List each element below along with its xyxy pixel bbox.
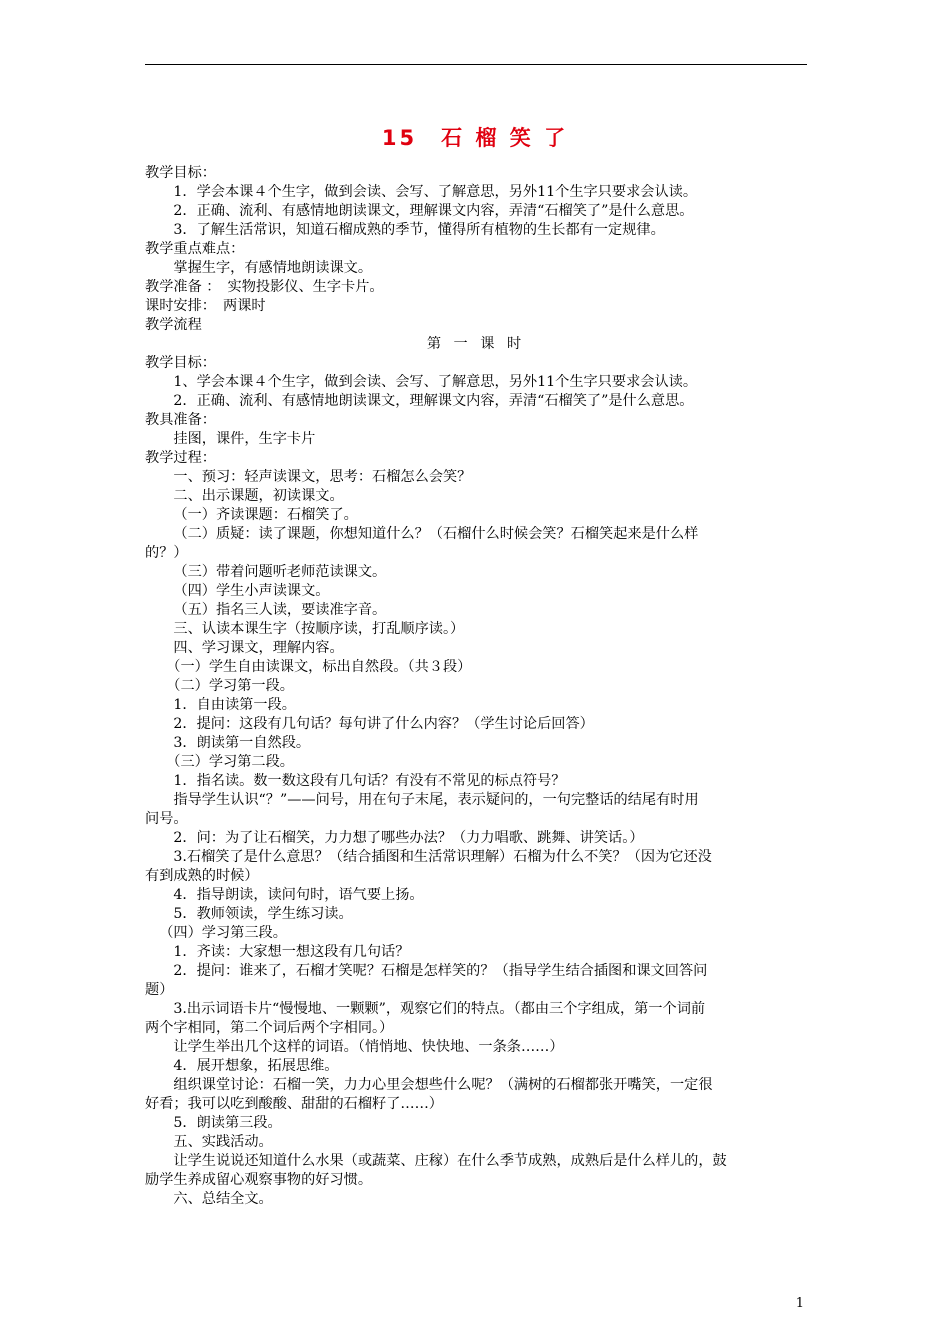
text-line: 教学目标： <box>145 165 216 181</box>
text-line: 题） <box>145 982 174 998</box>
text-line: 4．指导朗读，读问句时，语气要上扬。 <box>173 887 424 903</box>
text-line: 的？） <box>145 545 188 561</box>
text-line: 2．正确、流利、有感情地朗读课文，理解课文内容，弄清“石榴笑了”是什么意思。 <box>173 203 694 219</box>
text-line: 1．齐读：大家想一想这段有几句话？ <box>173 944 410 960</box>
text-line: 3.出示词语卡片“慢慢地、一颗颗”，观察它们的特点。（都由三个字组成，第一个词前 <box>173 1001 706 1017</box>
text-line: （三）带着问题听老师范读课文。 <box>173 564 387 580</box>
text-line: 2．问：为了让石榴笑，力力想了哪些办法？（力力唱歌、跳舞、讲笑话。） <box>173 830 644 846</box>
text-line: 教学重点难点： <box>145 241 245 257</box>
text-line: 组织课堂讨论：石榴一笑，力力心里会想些什么呢？（满树的石榴都张开嘴笑，一定很 <box>173 1077 713 1093</box>
text-line: （一）齐读课题：石榴笑了。 <box>173 507 358 523</box>
text-line: 3．朗读第一自然段。 <box>173 735 311 751</box>
text-line: 课时安排： 两课时 <box>145 298 266 314</box>
text-line: （二）质疑：读了课题，你想知道什么？（石榴什么时候会笑？石榴笑起来是什么样 <box>173 526 699 542</box>
text-line: 让学生举出几个这样的词语。（悄悄地、快快地、一条条……） <box>173 1039 564 1055</box>
text-line: 挂图，课件，生字卡片 <box>173 431 316 447</box>
text-line: 1．学会本课４个生字，做到会读、会写、了解意思，另外11个生字只要求会认读。 <box>173 184 698 200</box>
text-line: 四、学习课文，理解内容。 <box>173 640 344 656</box>
text-line: 教学流程 <box>145 317 202 333</box>
text-line: 掌握生字，有感情地朗读课文。 <box>173 260 373 276</box>
text-line: 问号。 <box>145 811 188 827</box>
text-line: 5．教师领读，学生练习读。 <box>173 906 353 922</box>
text-line: （三）学习第二段。 <box>166 754 294 770</box>
text-line: （四）学生小声读课文。 <box>173 583 330 599</box>
text-line: 4．展开想象，拓展思维。 <box>173 1058 339 1074</box>
text-line: 三、认读本课生字（按顺序读，打乱顺序读。） <box>173 621 465 637</box>
text-line: 2．提问：谁来了，石榴才笑呢？石榴是怎样笑的？（指导学生结合插图和课文回答问 <box>173 963 708 979</box>
text-line: （五）指名三人读，要读准字音。 <box>173 602 387 618</box>
text-line: 有到成熟的时候） <box>145 868 259 884</box>
text-line: 1．自由读第一段。 <box>173 697 296 713</box>
text-line: 两个字相同，第二个词后两个字相同。） <box>145 1020 394 1036</box>
text-line: 教学准备 ： 实物投影仪、生字卡片。 <box>145 279 384 295</box>
text-line: 教具准备： <box>145 412 216 428</box>
text-line: 2．提问：这段有几句话？每句讲了什么内容？（学生讨论后回答） <box>173 716 594 732</box>
text-line: 二、出示课题，初读课文。 <box>173 488 344 504</box>
text-line: 教学过程： <box>145 450 216 466</box>
text-line: 好看；我可以吃到酸酸、甜甜的石榴籽了……） <box>145 1096 443 1112</box>
text-line: 1．指名读。数一数这段有几句话？有没有不常见的标点符号？ <box>173 773 566 789</box>
text-line: 五、实践活动。 <box>173 1134 273 1150</box>
page-number: 1 <box>795 1296 804 1311</box>
document-body <box>145 164 807 1209</box>
text-line: （四）学习第三段。 <box>159 925 287 941</box>
text-line: （一）学生自由读课文，标出自然段。（共３段） <box>166 659 472 675</box>
text-line: （二）学习第一段。 <box>166 678 294 694</box>
text-line: 1、学会本课４个生字，做到会读、会写、了解意思，另外11个生字只要求会认读。 <box>173 374 698 390</box>
lesson-title: 15 石 榴 笑 了 <box>381 126 569 150</box>
text-line: 2．正确、流利、有感情地朗读课文，理解课文内容，弄清“石榴笑了”是什么意思。 <box>173 393 694 409</box>
text-line: 六、总结全文。 <box>173 1191 273 1207</box>
text-line: 第 一 课 时 <box>426 336 526 352</box>
text-line: 让学生说说还知道什么水果（或蔬菜、庄稼）在什么季节成熟，成熟后是什么样儿的，鼓 <box>173 1153 727 1169</box>
header-rule <box>145 64 807 65</box>
text-line: 3．了解生活常识，知道石榴成熟的季节，懂得所有植物的生长都有一定规律。 <box>173 222 665 238</box>
text-line: 3.石榴笑了是什么意思？（结合插图和生活常识理解）石榴为什么不笑？（因为它还没 <box>173 849 712 865</box>
text-line: 指导学生认识“？”——问号，用在句子末尾，表示疑问的，一句完整话的结尾有时用 <box>173 792 699 808</box>
text-line: 5．朗读第三段。 <box>173 1115 282 1131</box>
text-line: 教学目标： <box>145 355 216 371</box>
text-line: 一、预习：轻声读课文，思考：石榴怎么会笑？ <box>173 469 472 485</box>
text-line: 励学生养成留心观察事物的好习惯。 <box>145 1172 373 1188</box>
